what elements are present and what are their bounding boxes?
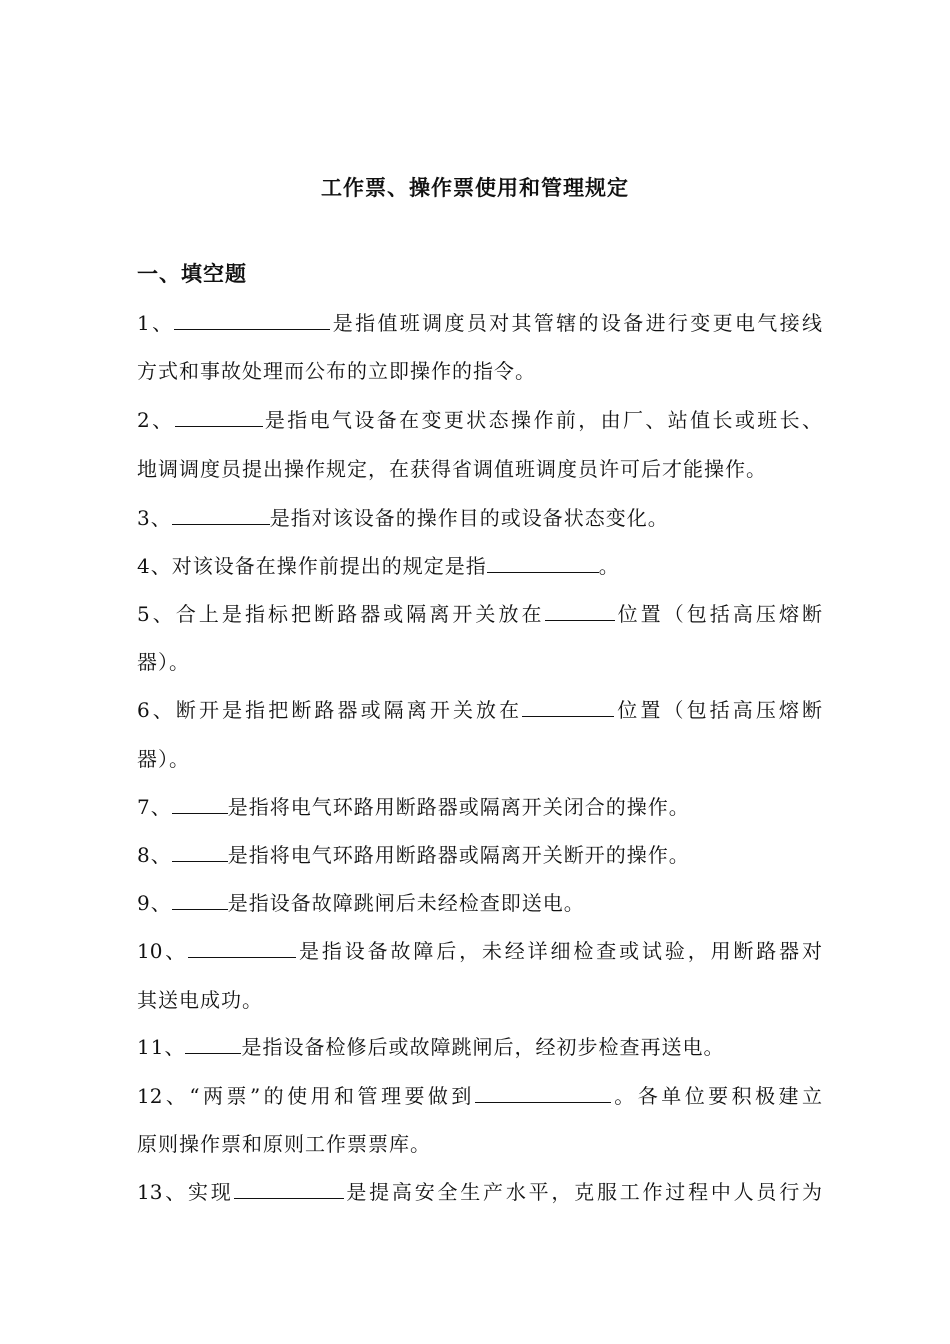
question-5-line-2: 器）。 — [137, 650, 190, 674]
answer-blank — [185, 1033, 241, 1054]
question-10-line-1 — [137, 935, 822, 964]
question-number: 1、 — [137, 311, 175, 335]
question-1-line-2: 方式和事故处理而公布的立即操作的指令。 — [137, 359, 536, 383]
question-13-line-1 — [137, 1176, 822, 1205]
question-number: 10、 — [137, 939, 189, 963]
question-text: 是指设备故障后，未经详细检查或试验，用断路器对 — [296, 939, 823, 963]
section-heading: 一、填空题 — [137, 262, 247, 286]
question-7 — [137, 791, 690, 820]
question-8 — [137, 839, 690, 868]
question-10-line-2: 其送电成功。 — [137, 988, 263, 1012]
question-text-end: 位置（包括高压熔断 — [614, 602, 822, 626]
question-text-end: 是提高安全生产水平，克服工作过程中人员行为 — [343, 1180, 822, 1204]
question-1-line-1 — [137, 307, 822, 336]
question-2-line-2: 地调调度员提出操作规定，在获得省调值班调度员许可后才能操作。 — [137, 457, 767, 481]
answer-blank — [234, 1178, 344, 1199]
question-text: 12、“两票”的使用和管理要做到 — [137, 1084, 475, 1108]
question-text: 是指对该设备的操作目的或设备状态变化。 — [269, 506, 669, 530]
question-number: 9、 — [137, 891, 172, 915]
question-9 — [137, 887, 585, 916]
question-text-end: 。各单位要积极建立 — [610, 1084, 823, 1108]
question-text-end: 位置（包括高压熔断 — [614, 698, 823, 722]
question-text: 是指设备检修后或故障跳闸后，经初步检查再送电。 — [241, 1035, 725, 1059]
question-2-line-1 — [137, 404, 822, 433]
answer-blank — [188, 937, 296, 958]
question-4 — [137, 550, 620, 579]
answer-blank — [487, 552, 599, 573]
question-text: 4、对该设备在操作前提出的规定是指 — [137, 554, 487, 578]
question-3 — [137, 502, 669, 531]
question-5-line-1 — [137, 598, 822, 627]
answer-blank — [174, 309, 330, 330]
question-12-line-1 — [137, 1080, 822, 1109]
question-text: 是指电气设备在变更状态操作前，由厂、站值长或班长、 — [262, 408, 823, 432]
question-number: 2、 — [137, 408, 175, 432]
answer-blank — [175, 406, 263, 427]
answer-blank — [172, 889, 228, 910]
question-text: 是指将电气环路用断路器或隔离开关断开的操作。 — [227, 843, 690, 867]
document-title: 工作票、操作票使用和管理规定 — [321, 176, 629, 200]
answer-blank — [172, 841, 228, 862]
question-text-end: 。 — [598, 554, 620, 578]
question-text: 是指设备故障跳闸后未经检查即送电。 — [227, 891, 585, 915]
answer-blank — [172, 793, 228, 814]
question-number: 8、 — [137, 843, 172, 867]
question-12-line-2: 原则操作票和原则工作票票库。 — [137, 1132, 431, 1156]
question-text: 是指将电气环路用断路器或隔离开关闭合的操作。 — [227, 795, 690, 819]
question-6-line-1 — [137, 694, 822, 723]
question-text: 6、断开是指把断路器或隔离开关放在 — [137, 698, 523, 722]
question-number: 3、 — [137, 506, 172, 530]
question-text: 13、实现 — [137, 1180, 234, 1204]
question-number: 11、 — [137, 1035, 186, 1059]
question-number: 7、 — [137, 795, 172, 819]
answer-blank — [475, 1082, 611, 1103]
question-6-line-2: 器）。 — [137, 747, 190, 771]
answer-blank — [545, 600, 615, 621]
answer-blank — [172, 504, 270, 525]
question-text: 5、合上是指标把断路器或隔离开关放在 — [137, 602, 545, 626]
answer-blank — [522, 696, 614, 717]
question-11 — [137, 1031, 724, 1060]
question-text: 是指值班调度员对其管辖的设备进行变更电气接线 — [330, 311, 822, 335]
